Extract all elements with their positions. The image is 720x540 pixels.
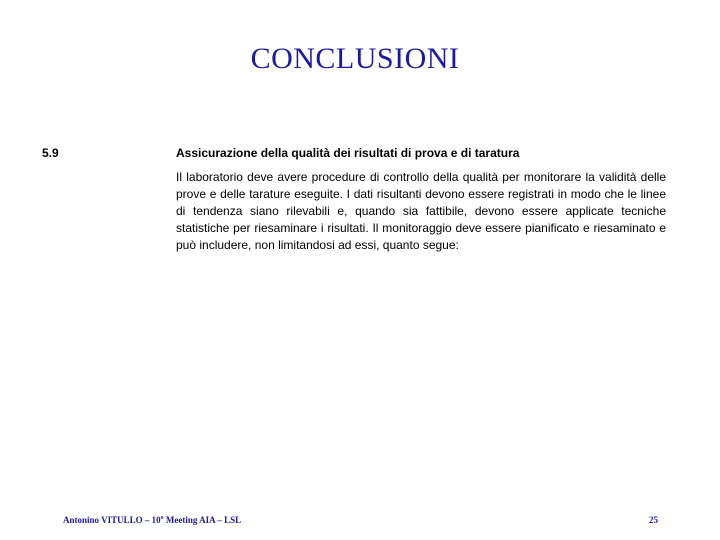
- section-block: [176, 146, 666, 254]
- footer-author-meeting: [63, 515, 241, 525]
- section-body: Il laboratorio deve avere procedure di controllo della qualità per monitorare la validità delle prove e delle tarature eseguite. I dati risultanti devono essere registrati in modo che le linee di tendenza siano rilevabili e, quando sia fattibile, devono essere applicate tecniche statistiche per riesaminare i risultati. Il monitoraggio deve essere pianificato e riesaminato e può includere, non limitandosi ad essi, quanto segue:: [176, 170, 666, 252]
- slide-title: CONCLUSIONI: [250, 42, 460, 75]
- section-number: 5.9: [42, 146, 59, 160]
- footer-meeting: Meeting AIA – LSL: [163, 515, 242, 525]
- footer-ordinal: o: [160, 515, 164, 521]
- page-number: 25: [649, 515, 658, 525]
- footer-author: Antonino VITULLO – 10: [63, 515, 161, 525]
- section-heading: Assicurazione della qualità dei risultati di prova e di taratura: [176, 146, 520, 160]
